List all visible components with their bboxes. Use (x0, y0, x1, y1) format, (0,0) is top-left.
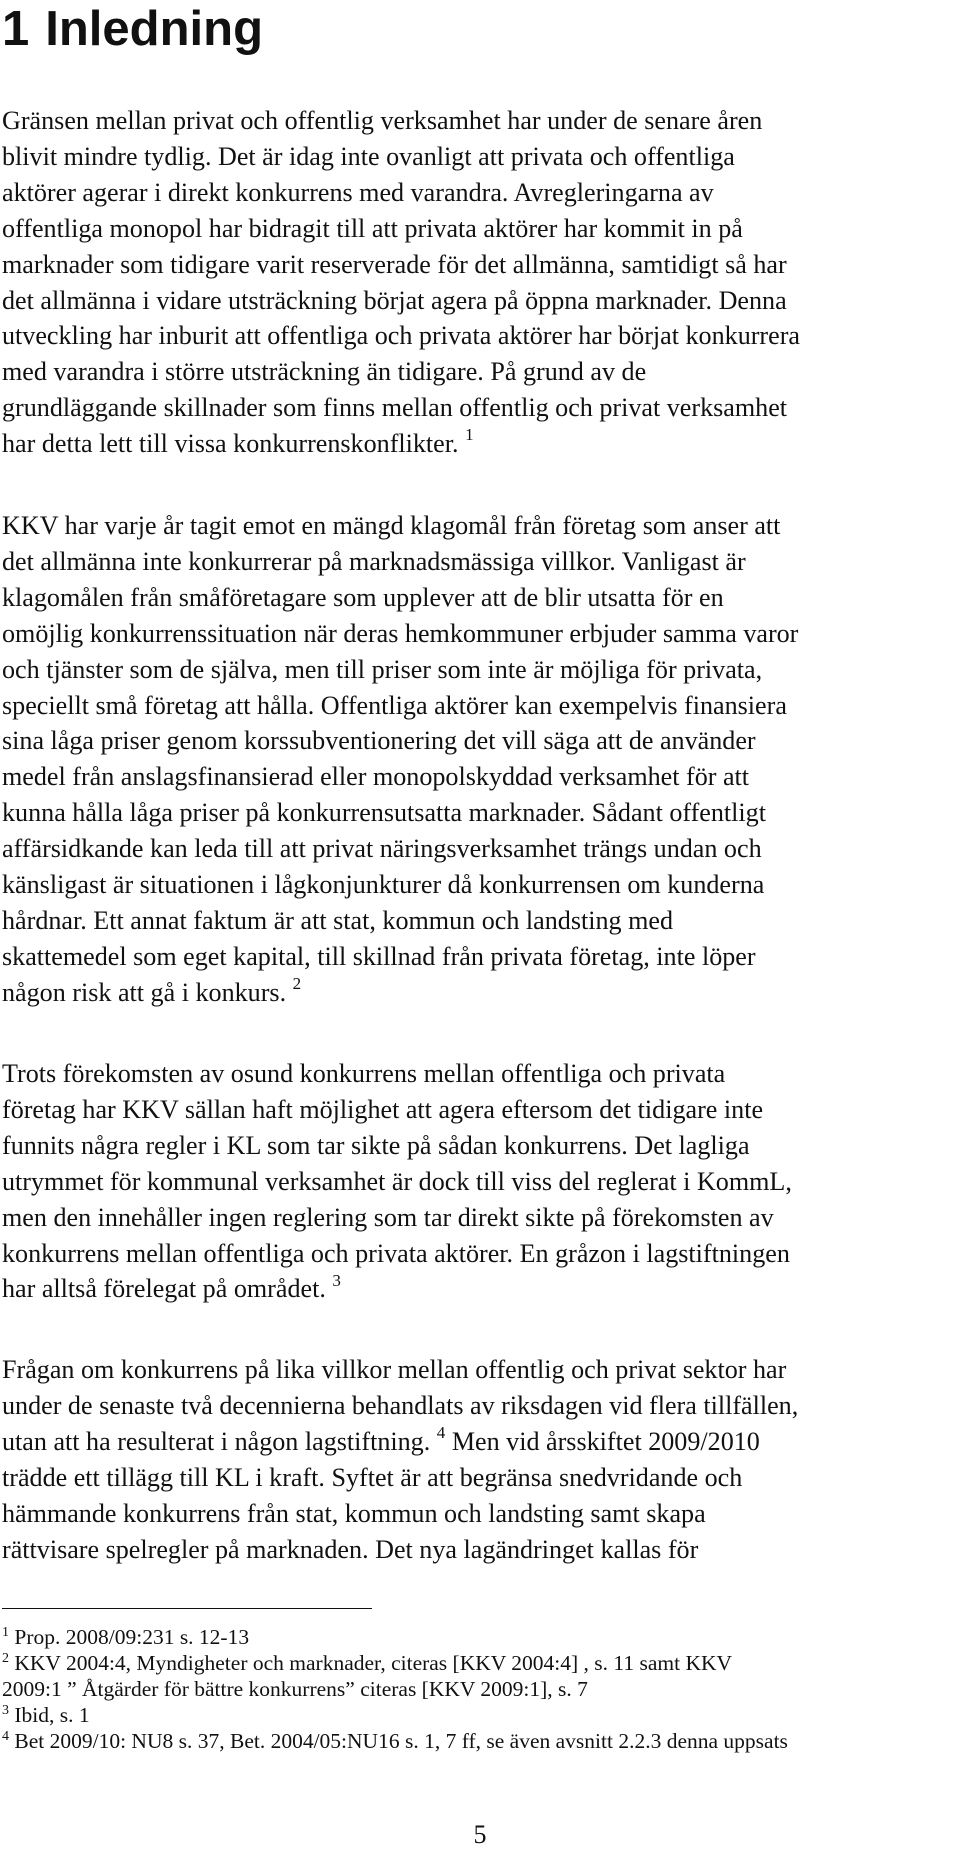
text-line: KKV har varje år tagit emot en mängd klagomål från företag som anser att (2, 511, 781, 540)
text-line: rättvisare spelregler på marknaden. Det nya lagändringet kallas för (2, 1534, 699, 1564)
footnote-number: 4 (2, 1728, 9, 1744)
footnote-text: Prop. 2008/09:231 s. 12-13 (14, 1625, 250, 1649)
text-line: det allmänna i vidare utsträckning börjat agera på öppna marknader. Denna (2, 285, 787, 315)
footnote-number: 3 (2, 1702, 9, 1718)
text-line: medel från anslagsfinansierad eller monopolskyddad verksamhet för att (2, 762, 750, 792)
footnote-separator (2, 1608, 372, 1609)
text-line: sina låga priser genom korssubventionering det vill säga att de använder (2, 726, 756, 756)
text-line: grundläggande skillnader som finns mellan offentlig och privat verksamhet (2, 393, 788, 423)
text-fragment: Men vid årsskiftet 2009/2010 (445, 1426, 760, 1456)
text-line: med varandra i större utsträckning än tidigare. På grund av de (2, 357, 647, 387)
text-fragment: har alltså förelegat på området. (2, 1274, 326, 1304)
text-line (2, 975, 952, 1011)
text-line: speciellt små företag att hålla. Offentliga aktörer kan exempelvis finansiera (2, 690, 787, 720)
text-line: utrymmet för kommunal verksamhet är dock till viss del reglerat i KommL, (2, 1166, 792, 1196)
text-line: trädde ett tillägg till KL i kraft. Syftet är att begränsa snedvridande och (2, 1462, 743, 1492)
text-line: Gränsen mellan privat och offentlig verksamhet har under de senare åren (2, 106, 763, 135)
paragraph-2 (2, 508, 952, 1011)
text-line: men den innehåller ingen reglering som tar direkt sikte på förekomsten av (2, 1202, 774, 1232)
text-line (2, 1424, 952, 1460)
footnote-ref-2[interactable]: 2 (292, 974, 302, 994)
text-line: kunna hålla låga priser på konkurrensutsatta marknader. Sådant offentligt (2, 798, 766, 828)
text-line: Trots förekomsten av osund konkurrens mellan offentliga och privata (2, 1059, 726, 1088)
footnote-number: 2 (2, 1650, 9, 1666)
text-line: utveckling har inburit att offentliga och privata aktörer har börjat konkurrera (2, 321, 800, 351)
text-fragment: utan att ha resulterat i någon lagstiftning. (2, 1426, 431, 1456)
footnote-2 (2, 1650, 957, 1676)
footnote-3 (2, 1702, 957, 1728)
text-line: och tjänster som de själva, men till priser som inte är möjliga för privata, (2, 654, 763, 684)
text-line: Frågan om konkurrens på lika villkor mellan offentlig och privat sektor har (2, 1355, 787, 1384)
paragraph-4 (2, 1352, 952, 1567)
text-line (2, 1271, 952, 1307)
text-fragment: någon risk att gå i konkurs. (2, 977, 287, 1007)
text-line: marknader som tidigare varit reserverade för det allmänna, samtidigt så har (2, 249, 787, 279)
footnote-text: Bet 2009/10: NU8 s. 37, Bet. 2004/05:NU16 s. 1, 7 ff, se även avsnitt 2.2.3 denna uppsats (14, 1729, 788, 1753)
chapter-title: Inledning (45, 2, 264, 56)
text-line: känsligast är situationen i lågkonjunkturer då konkurrensen om kunderna (2, 870, 765, 900)
footnotes (2, 1624, 957, 1754)
footnote-text: Ibid, s. 1 (14, 1703, 90, 1727)
footnote-1 (2, 1624, 957, 1650)
text-line: affärsidkande kan leda till att privat näringsverksamhet trängs undan och (2, 834, 762, 864)
text-line: aktörer agerar i direkt konkurrens med varandra. Avregleringarna av (2, 177, 714, 207)
footnote-ref-3[interactable]: 3 (332, 1270, 341, 1290)
text-fragment: har detta lett till vissa konkurrenskonflikter. (2, 429, 459, 459)
text-line: det allmänna inte konkurrerar på marknadsmässiga villkor. Vanligast är (2, 546, 746, 576)
paragraph-1 (2, 103, 952, 462)
text-line: företag har KKV sällan haft möjlighet att agera eftersom det tidigare inte (2, 1094, 764, 1124)
text-line: under de senaste två decennierna behandlats av riksdagen vid flera tillfällen, (2, 1390, 799, 1420)
footnote-ref-4[interactable]: 4 (436, 1423, 446, 1443)
text-line: omöjlig konkurrenssituation när deras hemkommuner erbjuder samma varor (2, 618, 799, 648)
footnote-text: KKV 2004:4, Myndigheter och marknader, citeras [KKV 2004:4] , s. 11 samt KKV (14, 1651, 733, 1675)
footnote-4 (2, 1728, 957, 1754)
text-line (2, 426, 952, 462)
chapter-number: 1 (2, 2, 30, 56)
text-line: hämmande konkurrens från stat, kommun och landsting samt skapa (2, 1498, 706, 1528)
footnote-number: 1 (2, 1624, 9, 1640)
page-number: 5 (473, 1820, 487, 1849)
chapter-heading (2, 0, 263, 58)
footnote-2-continuation: 2009:1 ” Åtgärder för bättre konkurrens” citeras [KKV 2009:1], s. 7 (2, 1677, 588, 1701)
text-line: blivit mindre tydlig. Det är idag inte ovanligt att privata och offentliga (2, 141, 735, 171)
text-line: hårdnar. Ett annat faktum är att stat, kommun och landsting med (2, 905, 674, 935)
text-line: offentliga monopol har bidragit till att privata aktörer har kommit in på (2, 213, 743, 243)
footnote-ref-1[interactable]: 1 (465, 425, 474, 445)
text-line: klagomålen från småföretagare som upplever att de blir utsatta för en (2, 582, 724, 612)
paragraph-3 (2, 1056, 952, 1307)
text-line: konkurrens mellan offentliga och privata aktörer. En gråzon i lagstiftningen (2, 1238, 790, 1268)
text-line: funnits några regler i KL som tar sikte på sådan konkurrens. Det lagliga (2, 1130, 750, 1160)
text-line: skattemedel som eget kapital, till skillnad från privata företag, inte löper (2, 941, 756, 971)
